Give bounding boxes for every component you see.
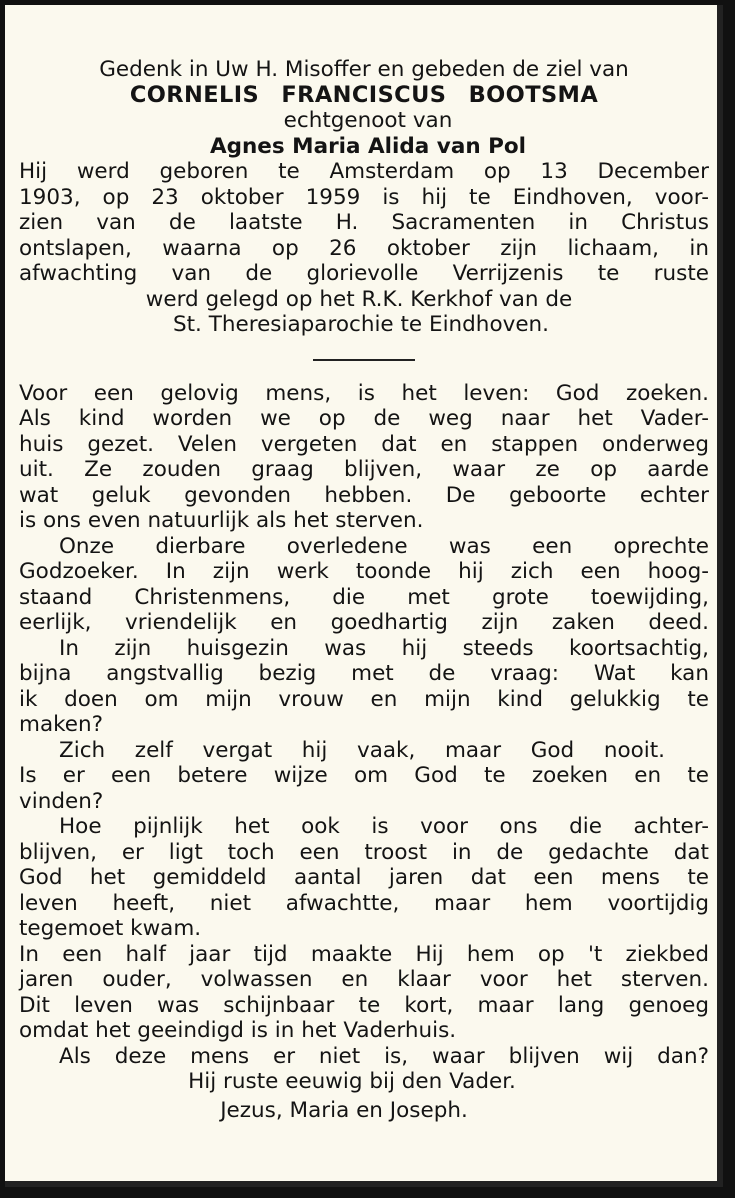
divider-rule [313, 359, 415, 361]
biography [19, 159, 709, 338]
body-line: is ons even natuurlijk als het sterven. [19, 508, 424, 533]
bio-line: St. Theresiaparochie te Eindhoven. [172, 312, 550, 337]
body-line: omdat het geeindigd is in het Vaderhuis. [19, 1018, 457, 1043]
header-line: Gedenk in Uw H. Misoffer en gebeden de ziel van [99, 57, 629, 82]
closing-line: Hij ruste eeuwig bij den Vader. [188, 1069, 516, 1094]
body-line: staand Christenmens, die met grote toewijding, [19, 584, 709, 610]
body-line: Is er een betere wijze om God te zoeken en te [19, 763, 709, 788]
body-line: tegemoet kwam. [19, 916, 202, 941]
spouse-name: Agnes Maria Alida van Pol [209, 133, 527, 159]
bio-line: werd gelegd op het R.K. Kerkhof van de [145, 286, 573, 312]
body-line: In een half jaar tijd maakte Hij hem op 't ziekbed [19, 941, 709, 967]
body-line: jaren ouder, volwassen en klaar voor het sterven. [19, 967, 709, 992]
deceased-name: CORNELIS FRANCISCUS BOOTSMA [129, 81, 599, 108]
closing [19, 1069, 709, 1123]
body-line: Zich zelf vergat hij vaak, maar God nooit. [59, 737, 665, 763]
bio-line: zien van de laatste H. Sacramenten in Christus [19, 210, 709, 235]
body-line: Onze dierbare overledene was een oprechte [59, 533, 709, 559]
closing-line: Jezus, Maria en Joseph. [220, 1097, 468, 1123]
body-line: maken? [19, 712, 104, 737]
body-line: eerlijk, vriendelijk en goedhartig zijn zaken deed. [19, 610, 709, 635]
prayer-card [5, 5, 723, 1187]
body-line: Voor een gelovig mens, is het leven: God zoeken. [19, 380, 709, 406]
bio-line: afwachting van de glorievolle Verrijzenis te ruste [19, 261, 709, 286]
body-line: bijna angstvallig bezig met de vraag: Wat kan [19, 661, 709, 686]
body-line: huis gezet. Velen vergeten dat en stappen onderweg [19, 431, 709, 457]
body-line: vinden? [19, 788, 104, 814]
body-line: Hoe pijnlijk het ook is voor ons die achter- [59, 814, 709, 839]
body-line: In zijn huisgezin was hij steeds koortsachtig, [59, 635, 709, 661]
body-line: ik doen om mijn vrouw en mijn kind gelukkig te [19, 686, 709, 712]
body-line: leven heeft, niet afwachtte, maar hem voortijdig [19, 890, 709, 916]
spouse-intro: echtgenoot van [283, 108, 453, 133]
body-line: blijven, er ligt toch een troost in de gedachte dat [19, 839, 709, 865]
body-line: God het gemiddeld aantal jaren dat een mens te [19, 865, 709, 890]
body-line: Als deze mens er niet is, waar blijven wij dan? [59, 1043, 709, 1069]
body-line: Godzoeker. In zijn werk toonde hij zich een hoog- [19, 559, 709, 584]
card-text [19, 57, 709, 1123]
body-line: Als kind worden we op de weg naar het Vader- [19, 406, 709, 431]
meditation-text [19, 381, 709, 1070]
bio-line: ontslapen, waarna op 26 oktober zijn lichaam, in [19, 235, 709, 261]
bio-line: 1903, op 23 oktober 1959 is hij te Eindhoven, voor- [19, 184, 709, 210]
bio-line: Hij werd geboren te Amsterdam op 13 December [19, 159, 709, 184]
body-line: uit. Ze zouden graag blijven, waar ze op aarde [19, 457, 709, 482]
body-line: wat geluk gevonden hebben. De geboorte echter [19, 482, 709, 508]
body-line: Dit leven was schijnbaar te kort, maar lang genoeg [19, 992, 709, 1018]
